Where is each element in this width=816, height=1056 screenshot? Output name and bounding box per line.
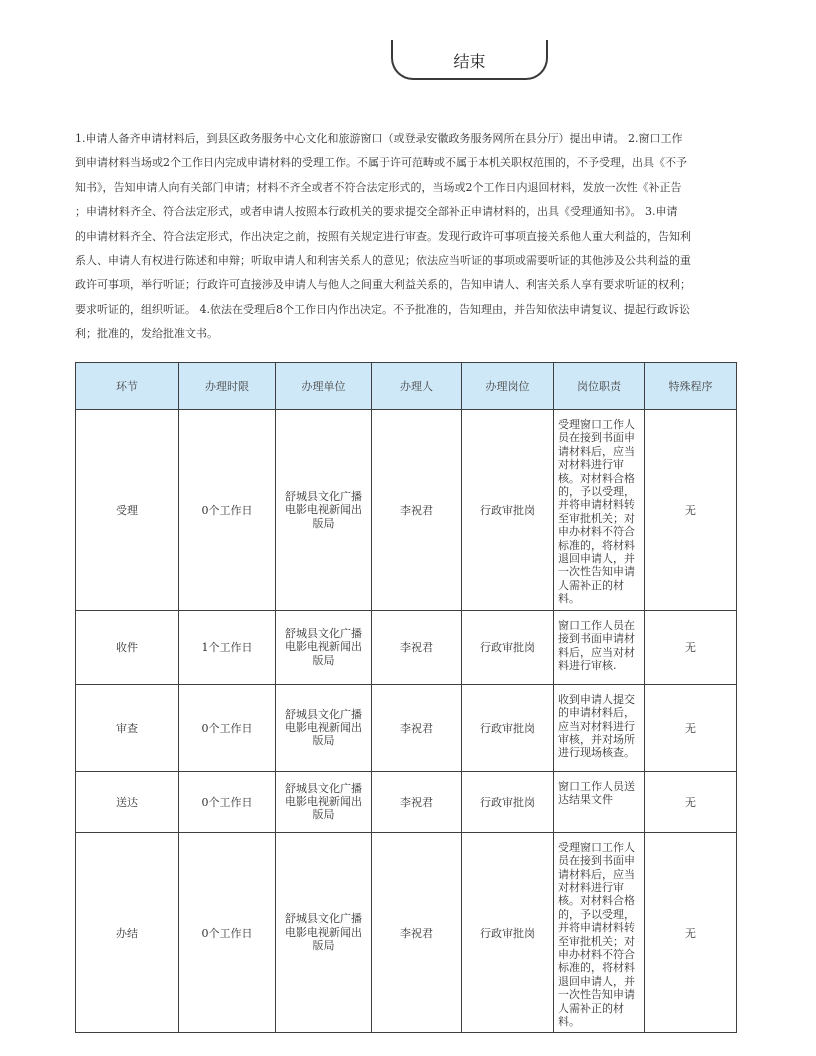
description-line: 系人、申请人有权进行陈述和申辩；听取申请人和利害关系人的意见；依法应当听证的事项或需要听证的其他涉及公共利益的重 xyxy=(75,253,691,267)
cell-handler: 李祝君 xyxy=(372,610,462,684)
header-unit: 办理单位 xyxy=(276,363,372,410)
description-line: 要求听证的，组织听证。 4.依法在受理后8个工作日内作出决定。不予批准的，告知理由，并告知依法申请复议、提起行政诉讼 xyxy=(75,302,690,316)
description-line: 知书》，告知申请人向有关部门申请；材料不齐全或者不符合法定形式的，当场或2个工作日内退回材料，发放一次性《补正告 xyxy=(75,180,682,194)
cell-time-limit: 0个工作日 xyxy=(179,832,276,1033)
description-line: 1.申请人备齐申请材料后，到县区政务服务中心文化和旅游窗口（或登录安徽政务服务网所在县分厅）提出申请。 2.窗口工作 xyxy=(75,132,683,145)
cell-time-limit: 0个工作日 xyxy=(179,771,276,832)
header-handler: 办理人 xyxy=(372,363,462,410)
cell-duty: 收到申请人提交的申请材料后，应当对材料进行审核，并对场所进行现场核查。 xyxy=(554,684,645,771)
cell-unit: 舒城县文化广播电影电视新闻出版局 xyxy=(276,684,372,771)
cell-handler: 李祝君 xyxy=(372,771,462,832)
cell-handler: 李祝君 xyxy=(372,684,462,771)
table-row xyxy=(76,771,737,832)
cell-post: 行政审批岗 xyxy=(462,684,554,771)
process-table xyxy=(75,362,737,1033)
cell-unit: 舒城县文化广播电影电视新闻出版局 xyxy=(276,771,372,832)
cell-unit: 舒城县文化广播电影电视新闻出版局 xyxy=(276,832,372,1033)
table-header-row xyxy=(76,363,737,410)
table-row xyxy=(76,832,737,1033)
cell-post: 行政审批岗 xyxy=(462,410,554,611)
cell-duty: 受理窗口工作人员在接到书面申请材料后，应当对材料进行审核。对材料合格的，予以受理，并将申请材料转至审批机关；对申办材料不符合标准的，将材料退回申请人，并一次性告知申请人需补正的材料。 xyxy=(554,410,645,611)
cell-duty: 受理窗口工作人员在接到书面申请材料后，应当对材料进行审核。对材料合格的，予以受理，并将申请材料转至审批机关；对申办材料不符合标准的，将材料退回申请人，并一次性告知申请人需补正的材料。 xyxy=(554,832,645,1033)
header-post: 办理岗位 xyxy=(462,363,554,410)
description-line: 到申请材料当场或2个工作日内完成申请材料的受理工作。不属于许可范畴或不属于本机关职权范围的，不予受理，出具《不予 xyxy=(75,156,687,170)
header-time-limit: 办理时限 xyxy=(179,363,276,410)
cell-time-limit: 0个工作日 xyxy=(179,410,276,611)
cell-unit: 舒城县文化广播电影电视新闻出版局 xyxy=(276,610,372,684)
cell-special: 无 xyxy=(645,832,737,1033)
cell-handler: 李祝君 xyxy=(372,410,462,611)
cell-special: 无 xyxy=(645,610,737,684)
cell-special: 无 xyxy=(645,410,737,611)
table-row xyxy=(76,684,737,771)
cell-special: 无 xyxy=(645,771,737,832)
description-line: 利；批准的，发给批准文书。 xyxy=(75,327,218,341)
cell-step: 受理 xyxy=(76,410,179,611)
cell-special: 无 xyxy=(645,684,737,771)
flow-end-label: 结束 xyxy=(453,51,486,71)
cell-duty: 窗口工作人员在接到书面申请材料后，应当对材料进行审核. xyxy=(554,610,645,684)
cell-duty: 窗口工作人员送达结果文件 xyxy=(554,771,645,832)
cell-step: 收件 xyxy=(76,610,179,684)
description-line: 政许可事项，举行听证；行政许可直接涉及申请人与他人之间重大利益关系的，告知申请人、利害关系人享有要求听证的权利； xyxy=(75,278,691,292)
process-description xyxy=(75,127,742,351)
cell-post: 行政审批岗 xyxy=(462,832,554,1033)
cell-step: 审查 xyxy=(76,684,179,771)
cell-time-limit: 1个工作日 xyxy=(179,610,276,684)
header-duty: 岗位职责 xyxy=(554,363,645,410)
header-step: 环节 xyxy=(76,363,179,410)
cell-step: 办结 xyxy=(76,832,179,1033)
cell-handler: 李祝君 xyxy=(372,832,462,1033)
cell-step: 送达 xyxy=(76,771,179,832)
description-line: ；申请材料齐全、符合法定形式，或者申请人按照本行政机关的要求提交全部补正申请材料的，出具《受理通知书》。 3.申请 xyxy=(75,205,678,219)
cell-unit: 舒城县文化广播电影电视新闻出版局 xyxy=(276,410,372,611)
flow-end-node xyxy=(391,40,548,80)
table-row xyxy=(76,610,737,684)
description-line: 的申请材料齐全、符合法定形式，作出决定之前，按照有关规定进行审查。发现行政许可事项直接关系他人重大利益的，告知利 xyxy=(75,229,691,243)
header-special: 特殊程序 xyxy=(645,363,737,410)
cell-post: 行政审批岗 xyxy=(462,610,554,684)
cell-post: 行政审批岗 xyxy=(462,771,554,832)
cell-time-limit: 0个工作日 xyxy=(179,684,276,771)
table-row xyxy=(76,410,737,611)
